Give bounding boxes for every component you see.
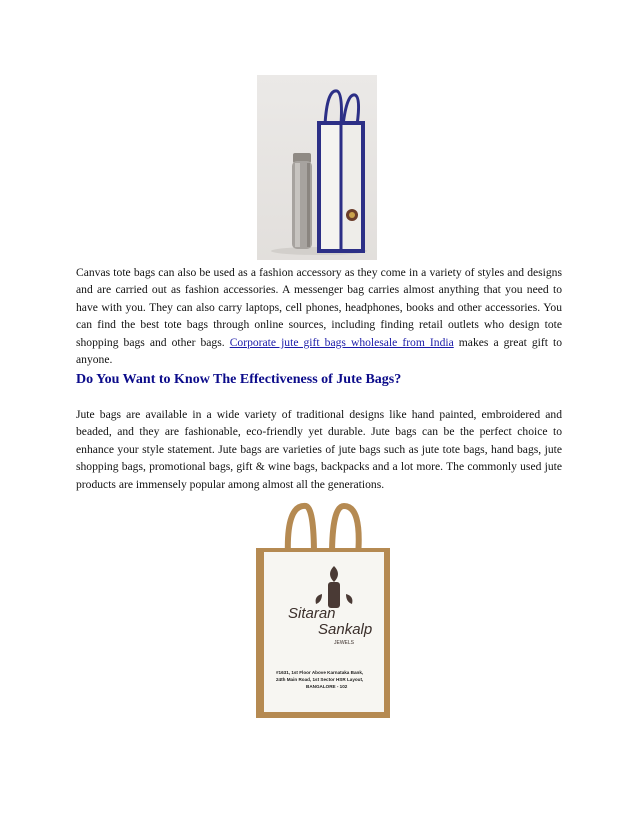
paragraph-jute-bags: Jute bags are available in a wide variety of traditional designs like hand painted, embroidered and beaded, and they are fashionable, eco-friendly yet durable. Jute bags can be the perfect choice to enhance your style statement. Jute bags are varieties of jute bags such as jute tote bags, hand bags, jute shopping bags, promotional bags, gift & wine bags, backpacks and a lot more. The commonly used jute products are immensely popular among almost all the generations. <box>76 408 562 491</box>
jute-bag-illustration <box>248 496 396 721</box>
corporate-jute-gift-bags-link[interactable]: Corporate jute gift bags wholesale from India <box>229 335 454 349</box>
bag-address-line3: BANGALORE - 102 <box>306 684 348 689</box>
bag-address-line2: 24th Main Road, 1st Sector HSR Layout, <box>276 677 364 682</box>
bag-brand-line2: Sankalp <box>318 621 373 638</box>
bag-address-line1: #1631, 1st Floor Above Karnataka Bank, <box>276 670 364 675</box>
paragraph1-text-after-link: makes a great gift to anyone. <box>76 335 563 367</box>
wine-bag-product-image <box>257 75 377 260</box>
bag-brand-line1: Sitaran <box>288 605 336 622</box>
section-heading: Do You Want to Know The Effectiveness of Jute Bags? <box>76 372 402 387</box>
wine-bag-illustration <box>257 75 377 260</box>
paragraph1-text-before-link: Canvas tote bags can also be used as a fashion accessory as they come in a variety of styles and designs and are carried out as fashion accessories. A messenger bag carries almost anything that you need to have with you. They can also carry laptops, cell phones, headphones, books and other accessories. You can find the best tote bags through online sources, including finding retail outlets who design tote shopping bags and other bags. <box>76 266 562 349</box>
bag-brand-sub: JEWELS <box>334 640 355 646</box>
paragraph-canvas-tote-bags <box>76 264 562 368</box>
jute-bag-product-image <box>248 496 396 721</box>
